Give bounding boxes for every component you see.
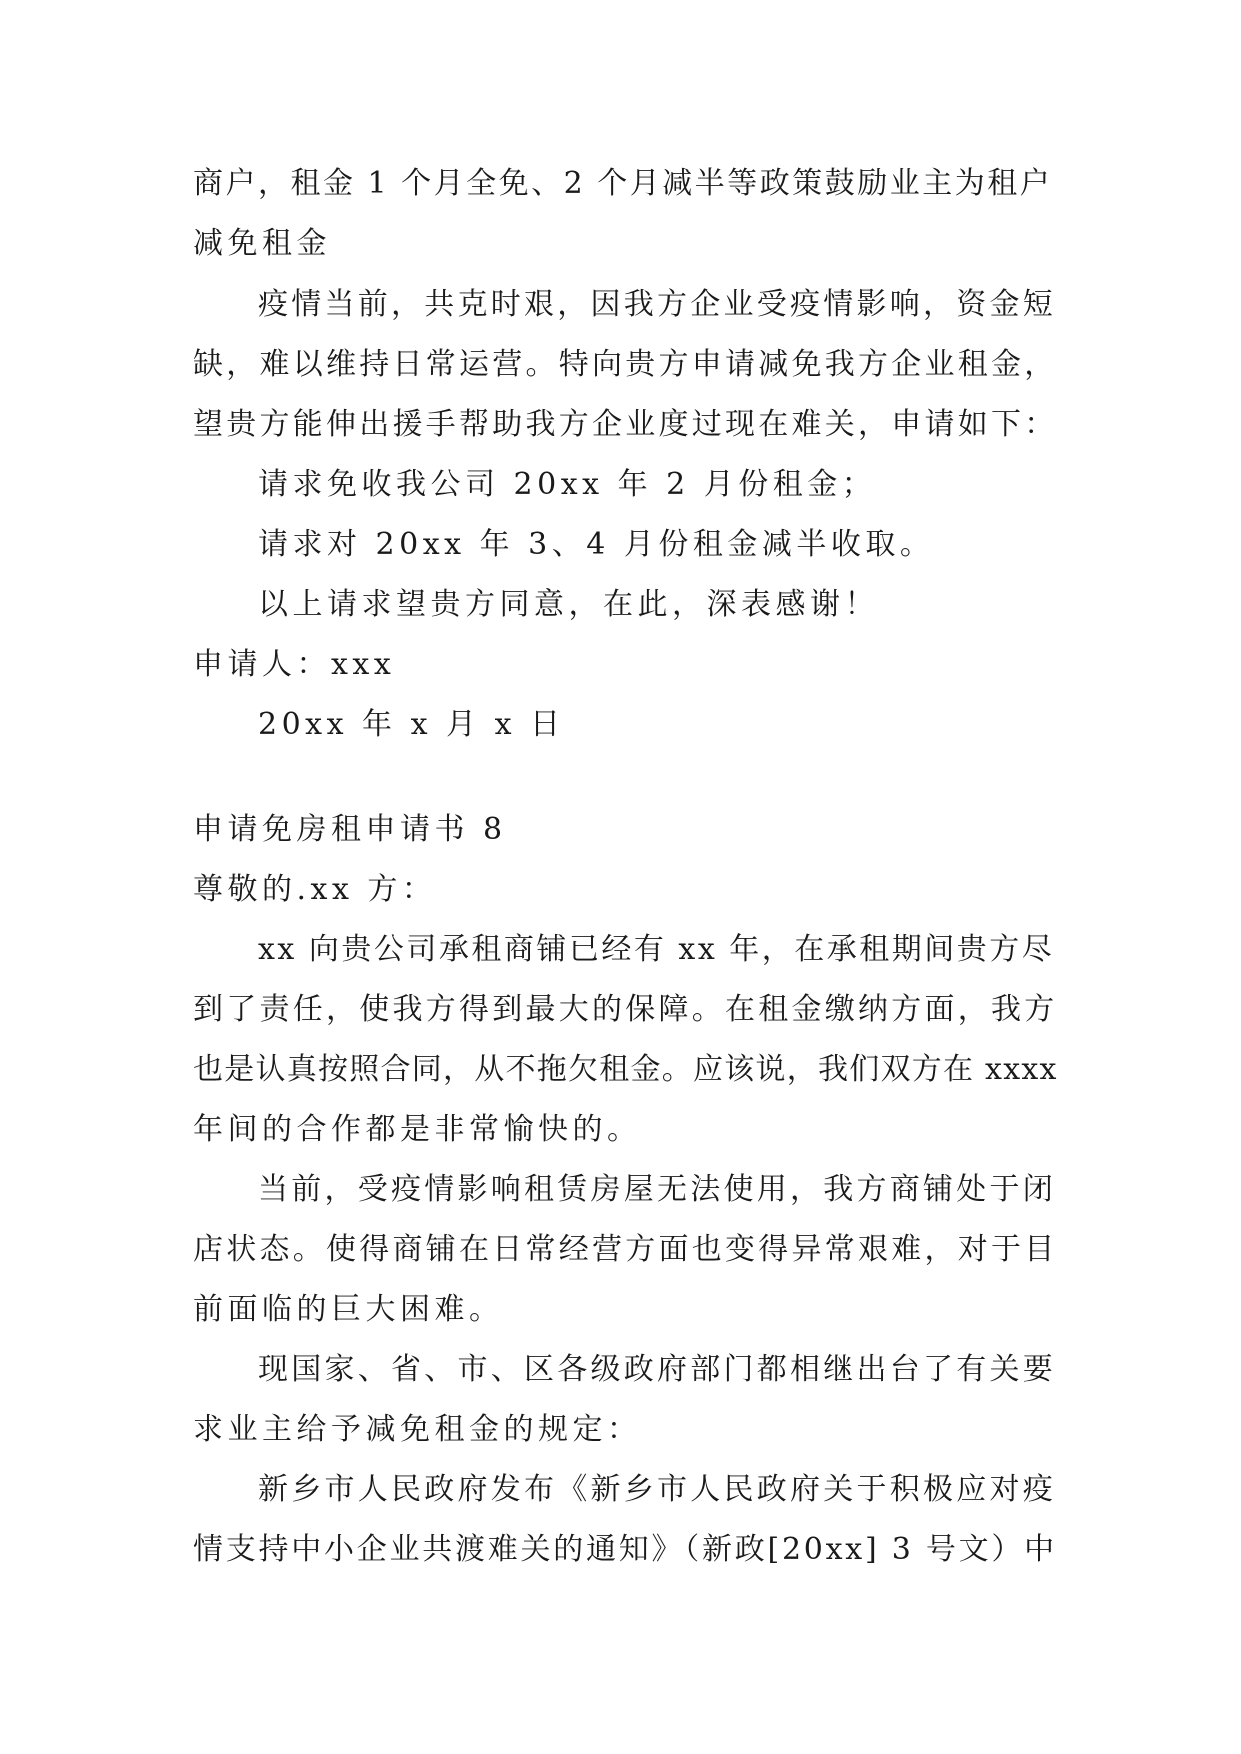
text-line-8: 以上请求望贵方同意，在此，深表感谢！: [258, 587, 879, 622]
text-line-13: xx 向贵公司承租商铺已经有 xx 年，在承租期间贵方尽: [258, 932, 1055, 967]
text-line-20: 现国家、省、市、区各级政府部门都相继出台了有关要: [258, 1352, 1056, 1387]
text-line-6: 请求免收我公司 20xx 年 2 月份租金；: [258, 467, 877, 502]
text-line-21: 求业主给予减免租金的规定：: [193, 1412, 642, 1447]
text-line-3: 疫情当前，共克时艰，因我方企业受疫情影响，资金短: [258, 287, 1056, 322]
text-line-22: 新乡市人民政府发布《新乡市人民政府关于积极应对疫: [258, 1472, 1056, 1507]
text-line-18: 店状态。使得商铺在日常经营方面也变得异常艰难，对于目: [193, 1232, 1058, 1267]
text-line-4: 缺，难以维持日常运营。特向贵方申请减免我方企业租金，: [193, 347, 1058, 382]
text-line-17: 当前，受疫情影响租赁房屋无法使用，我方商铺处于闭: [258, 1172, 1056, 1207]
text-line-1: 商户，租金 1 个月全免、2 个月减半等政策鼓励业主为租户: [193, 166, 1053, 201]
text-line-19: 前面临的巨大困难。: [193, 1292, 504, 1327]
text-line-23: 情支持中小企业共渡难关的通知》（新政[20xx] 3 号文）中: [193, 1532, 1057, 1567]
text-line-14: 到了责任，使我方得到最大的保障。在租金缴纳方面，我方: [193, 992, 1058, 1027]
text-line-5: 望贵方能伸出援手帮助我方企业度过现在难关，申请如下：: [193, 407, 1058, 442]
applicant-line: 申请人：xxx: [193, 647, 396, 682]
salutation: 尊敬的.xx 方：: [193, 872, 437, 907]
section-title: 申请免房租申请书 8: [193, 812, 507, 847]
text-line-7: 请求对 20xx 年 3、4 月份租金减半收取。: [258, 527, 935, 562]
date-line: 20xx 年 x 月 x 日: [258, 707, 565, 742]
text-line-2: 减免租金: [193, 226, 331, 261]
text-line-15: 也是认真按照合同，从不拖欠租金。应该说，我们双方在 xxxx: [193, 1052, 1058, 1087]
text-line-16: 年间的合作都是非常愉快的。: [193, 1112, 642, 1147]
